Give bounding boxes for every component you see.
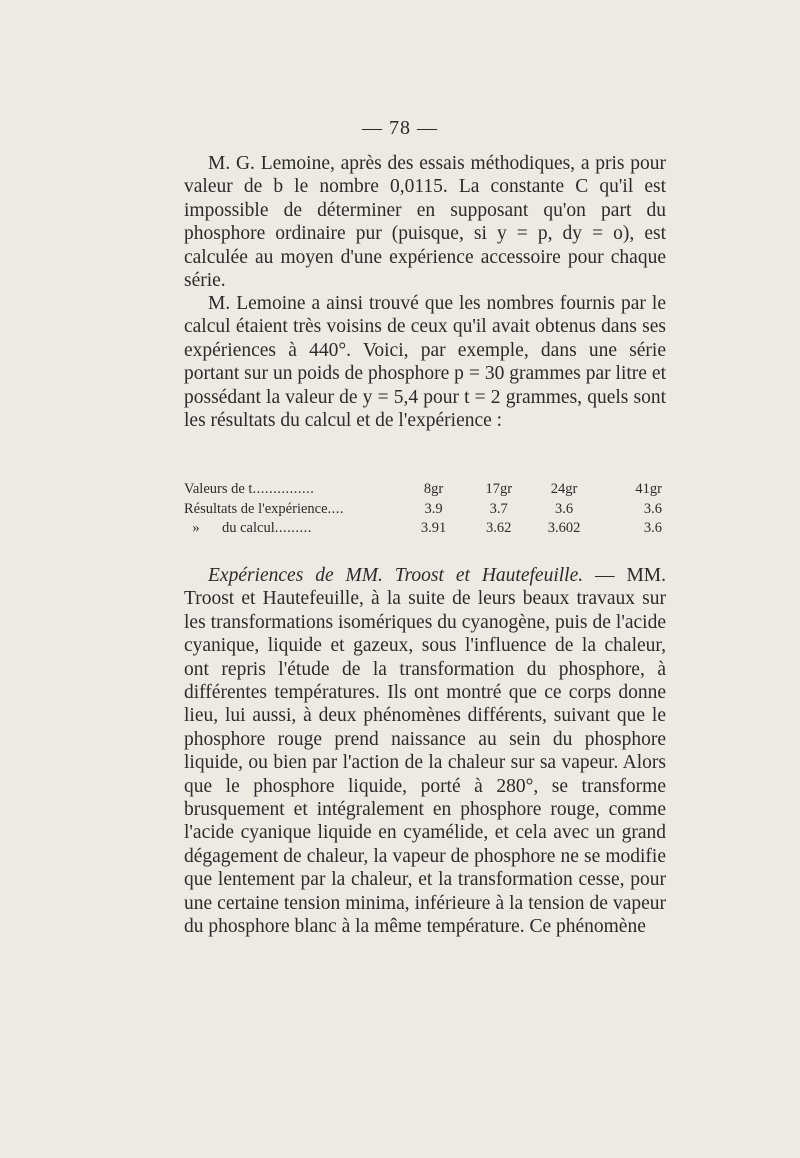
table-cell: 3.9 [424,500,443,517]
ditto-mark: » [192,520,200,536]
table-cell: 3.6 [554,500,574,517]
row-label [184,480,401,500]
page-number: — 78 — [362,117,438,139]
paragraph-lemoine-results [184,292,666,432]
table-cell: 24gr [550,481,578,497]
table-cell: 3.6 [643,500,662,517]
row-label-text: Résultats de l'expérience [184,500,328,517]
section-heading: Expériences de MM. Troost et Hautefeuille. [208,565,584,586]
table-cell: 3.7 [489,500,508,517]
table-cell: 3.62 [486,520,512,536]
dot-leader: ......... [274,520,312,536]
section-paragraph [184,564,666,939]
section-troost-hautefeuille [184,564,666,939]
table-cell: 3.602 [547,520,581,536]
results-table [184,480,666,539]
dot-leader: ............... [252,481,315,497]
paragraph-lemoine-method [184,152,666,292]
table-cell: 41gr [635,481,662,497]
paragraph-text: M. G. Lemoine, après des essais méthodiques, a pris pour valeur de b le nombre 0,0115. La constante C qu'il est impossible de déterminer en supposant qu'on part du phosphore ordinaire pur (puisque, si y = p, dy = o), est calculée au moyen d'une expérience accessoire pour chaque série. [184,153,666,292]
section-body: MM. Troost et Hautefeuille, à la suite de leurs beaux travaux sur les transformations isomériques du cyanogène, puis de l'acide cyanique, liquide et gazeux, sous l'influence de la chaleur, ont repris l'étude de la transformation du phosphore, à différentes températures. Ils ont montré que ce corps donne lieu, lui aussi, à deux phénomènes différents, suivant que le phosphore rouge prend naissance au sein du phosphore liquide, ou bien par l'action de la chaleur sur sa vapeur. Alors que le phosphore liquide, porté à 280°, se transforme brusquement et intégralement en phosphore rouge, comme l'acide cyanique liquide en cyamélide, et cela avec un grand dégagement de chaleur, la vapeur de phosphore ne se modifie que lentement par la chaleur, et la transformation cesse, pour une certaine tension minima, inférieure à la tension de vapeur du phosphore blanc à la même température. Ce phénomène [184,565,667,938]
heading-dash: — [583,565,615,586]
row-label [184,500,401,520]
dot-leader: .... [327,500,345,517]
table-cell: 8gr [423,481,444,497]
row-label-text: Valeurs de t [184,481,253,497]
row-label [184,519,401,539]
table-row [184,480,666,500]
row-label-text: du calcul [222,520,275,536]
table-cell: 3.91 [420,520,447,536]
table-cell: 3.6 [643,520,662,536]
table-row [184,519,666,539]
table-row [184,500,666,520]
table-cell: 17gr [485,481,513,497]
paragraph-text: M. Lemoine a ainsi trouvé que les nombres fournis par le calcul étaient très voisins de ceux qu'il avait obtenus dans ses expériences à 440°. Voici, par exemple, dans une série portant sur un poids de phosphore p = 30 grammes par litre et possédant la valeur de y = 5,4 pour t = 2 grammes, quels sont les résultats du calcul et de l'expérience : [184,293,666,432]
